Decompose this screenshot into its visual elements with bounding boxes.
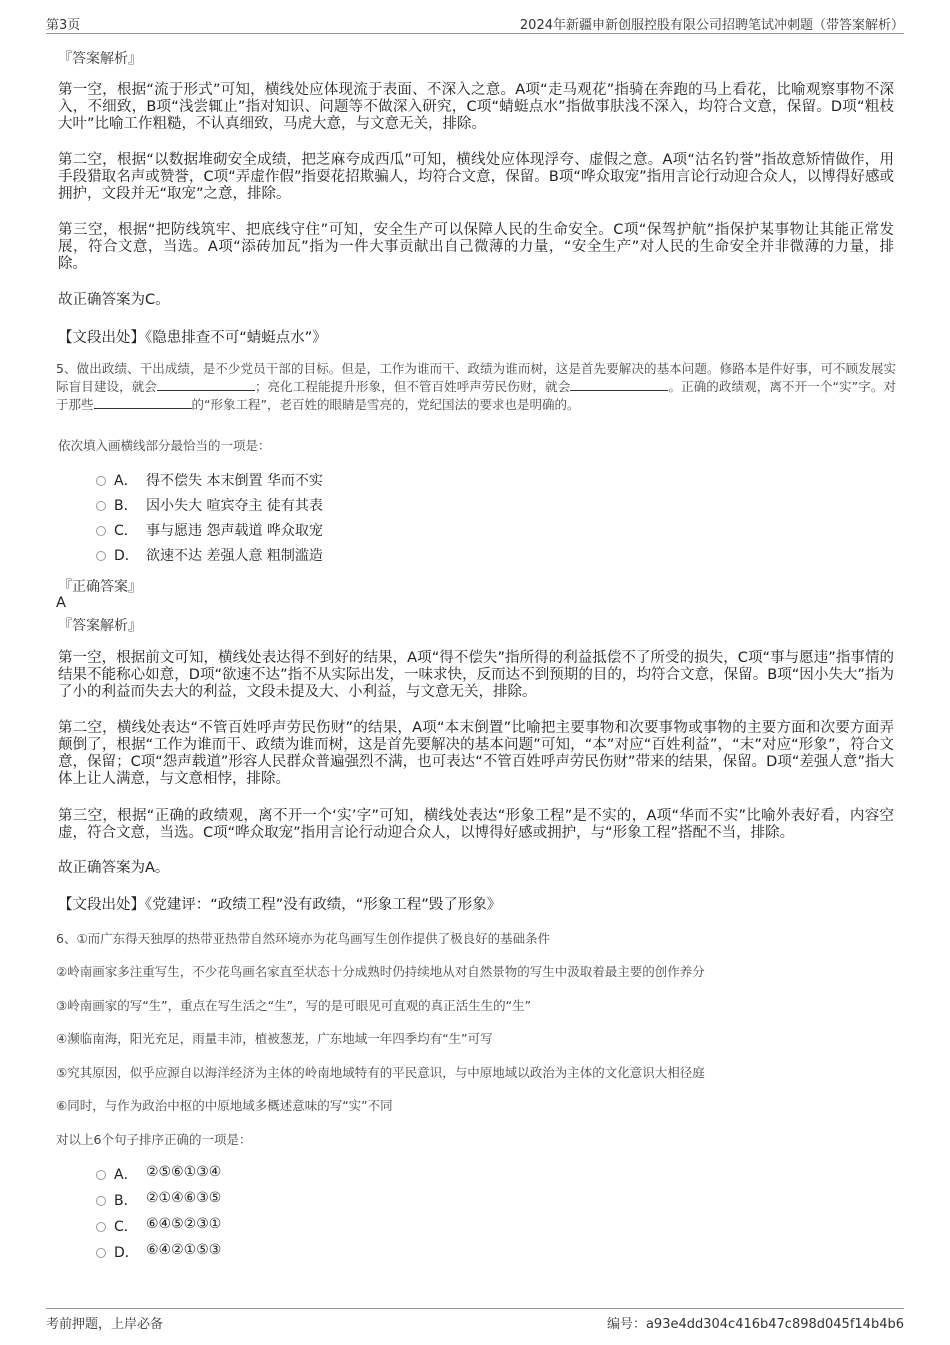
q4-analysis-paragraph-3: 第三空，根据“把防线筑牢、把底线守住”可知，安全生产可以保障人民的生命安全。C项“保驾护航”指保护某事物让其能正常发展，符合文意，当选。A项“添砖加瓦”指为一件大事贡献出自己微薄的力量，“安全生产”对人民的生命安全并非微薄的力量，排除。 <box>58 222 894 272</box>
q4-analysis-label: 『答案解析』 <box>58 51 142 67</box>
q6-sentence-6: ⑥同时，与作为政治中枢的中原地域多概述意味的写“实”不同 <box>56 1098 393 1113</box>
code-label: 编号： <box>606 1317 646 1332</box>
q5-source: 【文段出处】《党建评：“政绩工程”没有政绩，“形象工程”毁了形象》 <box>58 897 502 913</box>
radio-icon[interactable] <box>96 526 106 536</box>
q6-sentence-2: ②岭南画家多注重写生，不少花鸟画名家直至状态十分成熟时仍持续地从对自然景物的写生中汲取着最主要的创作养分 <box>56 964 705 979</box>
document-title: 2024年新疆申新创服控股有限公司招聘笔试冲刺题（带答案解析） <box>519 18 904 33</box>
q5-stem <box>56 360 896 414</box>
q5-blank-3 <box>94 396 192 409</box>
option-letter: C． <box>114 1219 138 1235</box>
q5-stem-part-1: 5、做出政绩、干出成绩，是不少党员干部的目标。但是，工作为谁而干、政绩为谁而树，这是首先要解决的基本问题。修路本是件好事，可不顾发展实际盲目建设，就会 <box>56 361 896 394</box>
radio-icon[interactable] <box>96 1222 106 1232</box>
option-letter: B． <box>114 1193 138 1209</box>
option-letter: B． <box>114 498 138 514</box>
option-text: 事与愿违 怨声载道 哗众取宠 <box>146 523 323 539</box>
radio-icon[interactable] <box>96 551 106 561</box>
q5-analysis-paragraph-3: 第三空，根据“正确的政绩观，离不开一个‘实’字”可知，横线处表达“形象工程”是不实的，A项“华而不实”比喻外表好看，内容空虚，符合文意，当选。C项“哗众取宠”指用言论行动迎合众人，以博得好感或拥护，与“形象工程”搭配不当，排除。 <box>58 808 894 841</box>
q5-analysis-paragraph-1: 第一空，根据前文可知，横线处表达得不到好的结果，A项“得不偿失”指所得的利益抵偿不了所受的损失，C项“事与愿违”指事情的结果不能称心如意，D项“欲速不达”指不从实际出发，一味求快，反而达不到预期的目的，均符合文意，保留。B项“因小失大”指为了小的利益而失去大的利益，文段未提及大、小利益，与文意无关，排除。 <box>58 650 894 700</box>
option-text: ⑥④⑤②③① <box>146 1216 222 1232</box>
radio-icon[interactable] <box>96 1196 106 1206</box>
q5-correct-answer: A <box>56 595 66 611</box>
q5-blank-1 <box>157 378 255 391</box>
radio-icon[interactable] <box>96 1170 106 1180</box>
q5-analysis-label: 『答案解析』 <box>58 618 142 634</box>
q4-source: 【文段出处】《隐患排查不可“蜻蜓点水”》 <box>58 330 327 346</box>
option-letter: A． <box>114 1167 138 1183</box>
option-text: ⑥④②①⑤③ <box>146 1242 222 1258</box>
option-text: ②⑤⑥①③④ <box>146 1164 222 1180</box>
radio-icon[interactable] <box>96 501 106 511</box>
q4-analysis-paragraph-1: 第一空，根据“流于形式”可知，横线处应体现流于表面、不深入之意。A项“走马观花”指骑在奔跑的马上看花，比喻观察事物不深入，不细致，B项“浅尝辄止”指对知识、问题等不做深入研究，C项“蜻蜓点水”指做事肤浅不深入，均符合文意，保留。D项“粗枝大叶”比喻工作粗糙，不认真细致，马虎大意，与文意无关，排除。 <box>58 82 894 132</box>
q6-sentence-5: ⑤究其原因，似乎应源自以海洋经济为主体的岭南地域特有的平民意识，与中原地域以政治为主体的文化意识大相径庭 <box>56 1065 705 1080</box>
q5-stem-part-4: 的“形象工程”，老百姓的眼睛是雪亮的，党纪国法的要求也是明确的。 <box>191 397 580 412</box>
q5-ask: 依次填入画横线部分最恰当的一项是： <box>58 438 271 453</box>
radio-icon[interactable] <box>96 1248 106 1258</box>
q5-blank-2 <box>570 378 668 391</box>
q6-sentence-1: 6、①而广东得天独厚的热带亚热带自然环境亦为花鸟画写生创作提供了极良好的基础条件 <box>56 931 551 946</box>
option-letter: A． <box>114 473 138 489</box>
q6-sentence-4: ④濒临南海，阳光充足，雨量丰沛，植被葱茏，广东地域一年四季均有“生”可写 <box>56 1031 493 1046</box>
footer-slogan: 考前押题，上岸必备 <box>46 1317 164 1332</box>
page-footer <box>46 1308 904 1330</box>
radio-icon[interactable] <box>96 476 106 486</box>
option-letter: D． <box>114 1245 139 1261</box>
q6-sentence-3: ③岭南画家的写“生”，重点在写生活之“生”，写的是可眼见可直观的真正活生生的“生” <box>56 998 532 1013</box>
q5-stem-part-2: ；亮化工程能提升形象，但不管百姓呼声劳民伤财，就会 <box>254 379 571 394</box>
q5-correct-label: 『正确答案』 <box>58 579 142 595</box>
q5-conclusion: 故正确答案为A。 <box>58 860 170 876</box>
option-text: 欲速不达 差强人意 粗制滥造 <box>146 548 323 564</box>
option-text: 因小失大 喧宾夺主 徒有其表 <box>146 498 323 514</box>
option-text: 得不偿失 本末倒置 华而不实 <box>146 473 323 489</box>
document-code <box>607 1313 904 1332</box>
page-number: 第3页 <box>46 18 81 33</box>
page-header <box>46 14 904 34</box>
q6-ask: 对以上6个句子排序正确的一项是： <box>56 1132 252 1147</box>
option-text: ②①④⑥③⑤ <box>146 1190 222 1206</box>
option-letter: D． <box>114 548 139 564</box>
code-value: a93e4dd304c416b47c898d045f14b4b6 <box>645 1317 904 1332</box>
q5-stem-part-3: 。正确的政绩观，离不开一个“实”字。对于那些 <box>56 379 896 412</box>
q5-analysis-paragraph-2: 第二空，横线处表达“不管百姓呼声劳民伤财”的结果，A项“本末倒置”比喻把主要事物和次要事物或事物的主要方面和次要方面弄颠倒了，根据“工作为谁而干、政绩为谁而树，这是首先要解决的基本问题”可知，“本”对应“百姓利益”，“末”对应“形象”，符合文意，保留；C项“怨声载道”形容人民群众普遍强烈不满，也可表达“不管百姓呼声劳民伤财”带来的结果，保留。D项“差强人意”指大体上让人满意，与文意相悖，排除。 <box>58 720 894 787</box>
option-letter: C． <box>114 523 138 539</box>
q4-analysis-paragraph-2: 第二空，根据“以数据堆砌安全成绩，把芝麻夸成西瓜”可知，横线处应体现浮夸、虚假之意。A项“沽名钓誉”指故意矫情做作，用手段猎取名声或赞誉，C项“弄虚作假”指耍花招欺骗人，均符合文意，保留。B项“哗众取宠”指用言论行动迎合众人，以博得好感或拥护，文段并无“取宠”之意，排除。 <box>58 152 894 202</box>
q4-conclusion: 故正确答案为C。 <box>58 292 170 308</box>
